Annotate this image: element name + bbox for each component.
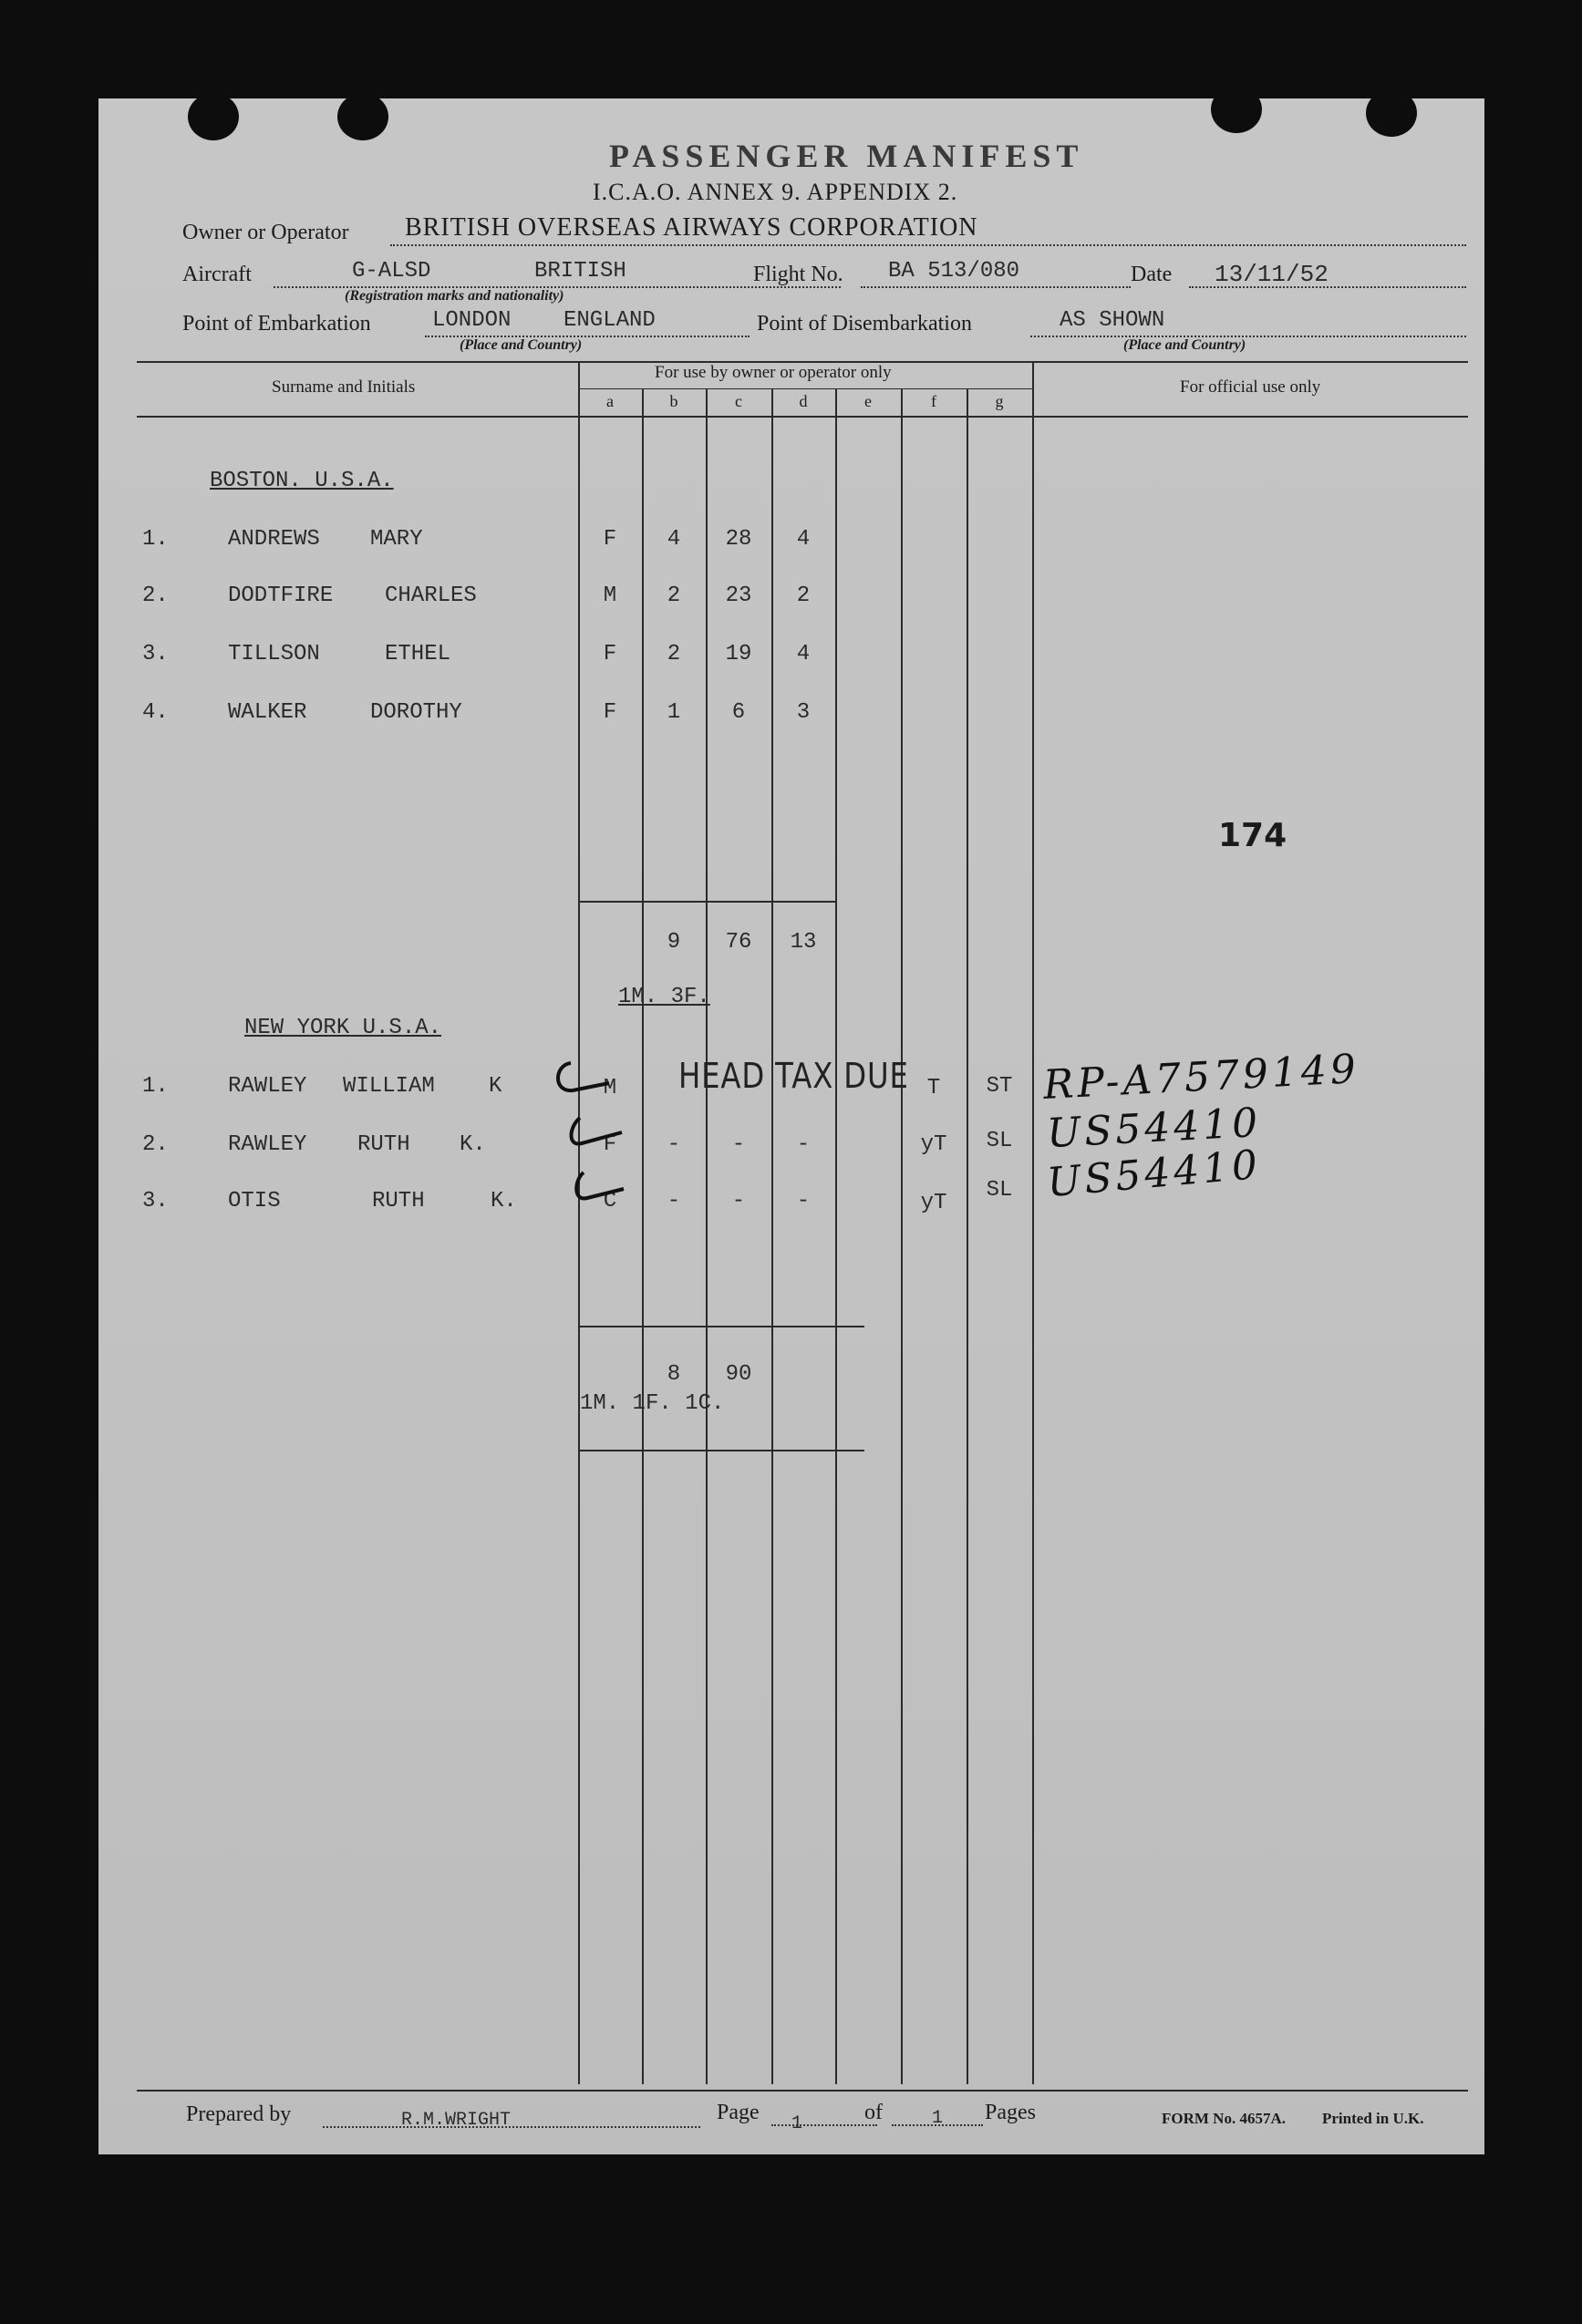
cell-c: 19 (725, 642, 752, 666)
form-title: PASSENGER MANIFEST (609, 138, 1084, 174)
table-header-bottom-rule (137, 416, 1468, 418)
cell-c: - (731, 1132, 746, 1157)
printed-in: Printed in U.K. (1322, 2110, 1424, 2127)
cell-f: T (926, 1076, 941, 1100)
cell-a: F (603, 1132, 617, 1157)
flight-label: Flight No. (753, 263, 843, 286)
subtotal-rule (578, 1450, 864, 1451)
prepared-by-value: R.M.WRIGHT (401, 2110, 512, 2131)
row-number: 3. (142, 1189, 169, 1214)
owner-value: BRITISH OVERSEAS AIRWAYS CORPORATION (405, 213, 978, 242)
disembarkation-label: Point of Disembarkation (757, 312, 972, 336)
cell-d: 4 (796, 642, 811, 666)
embarkation-country: ENGLAND (564, 308, 656, 333)
aircraft-label: Aircraft (182, 263, 252, 286)
total-c: 76 (725, 930, 752, 955)
page-dotted-line (771, 2124, 877, 2126)
cell-f: yT (920, 1132, 947, 1157)
total-d: 13 (790, 930, 817, 955)
stamp-number: 174 (1218, 817, 1287, 854)
passenger-surname: OTIS (228, 1189, 281, 1214)
cell-b: - (667, 1132, 681, 1157)
cell-b: 2 (667, 642, 681, 666)
row-number: 2. (142, 584, 169, 608)
column-rule (967, 388, 968, 2084)
cell-a: F (603, 700, 617, 725)
cell-b: 2 (667, 584, 681, 608)
form-number: FORM No. 4657A. (1162, 2110, 1286, 2127)
cell-f: yT (920, 1191, 947, 1215)
flight-dotted-line (861, 286, 1131, 288)
col-letter-g: g (995, 392, 1004, 410)
cell-g: ST (986, 1074, 1013, 1099)
passenger-given-name: RUTH (357, 1132, 410, 1157)
cell-d: 4 (796, 527, 811, 552)
cell-b: - (667, 1189, 681, 1214)
subtotal-rule (578, 901, 835, 903)
column-rule (835, 388, 837, 2084)
disembarkation-note: (Place and Country) (1123, 337, 1246, 353)
col-letter-e: e (864, 392, 872, 410)
cell-a: M (603, 1076, 617, 1100)
cell-a: F (603, 642, 617, 666)
passenger-given-name: DOROTHY (370, 700, 462, 725)
owner-label: Owner or Operator (182, 221, 349, 244)
cell-d: - (796, 1132, 811, 1157)
passenger-surname: WALKER (228, 700, 307, 725)
passenger-surname: TILLSON (228, 642, 320, 666)
col-letter-a: a (606, 392, 614, 410)
cell-c: 28 (725, 527, 752, 552)
aircraft-registration: G-ALSD (352, 259, 431, 284)
pages-value: 1 (932, 2108, 944, 2129)
row-number: 4. (142, 700, 169, 725)
of-label: of (864, 2101, 883, 2124)
official-handwritten-note: US54410 (1045, 1141, 1263, 1207)
passenger-surname: DODTFIRE (228, 584, 334, 608)
section-destination: NEW YORK U.S.A. (244, 1016, 442, 1040)
col-letter-b: b (669, 392, 678, 410)
column-rule (901, 388, 903, 2084)
disembarkation-dotted-line (1030, 336, 1466, 337)
page-value: 1 (791, 2113, 803, 2134)
punch-hole (188, 93, 239, 140)
passenger-surname: RAWLEY (228, 1132, 307, 1157)
passenger-given-name: WILLIAM (343, 1074, 435, 1099)
row-number: 2. (142, 1132, 169, 1157)
total-b: 8 (667, 1362, 681, 1387)
prepared-by-label: Prepared by (186, 2102, 292, 2126)
cell-d: 3 (796, 700, 811, 725)
passenger-initial: K. (491, 1189, 517, 1214)
punch-hole (337, 93, 388, 140)
total-b: 9 (667, 930, 681, 955)
flight-number: BA 513/080 (888, 259, 1020, 284)
date-label: Date (1131, 263, 1173, 286)
column-rule (1032, 361, 1034, 2084)
punch-hole (1211, 86, 1262, 133)
operator-group-rule (578, 388, 1032, 389)
punch-hole (1366, 89, 1417, 137)
row-number: 3. (142, 642, 169, 666)
cell-d: 2 (796, 584, 811, 608)
cell-g: SL (986, 1178, 1013, 1203)
official-handwritten-note: US54410 (1045, 1099, 1263, 1158)
col-header-surname: Surname and Initials (272, 377, 416, 397)
cell-d: - (796, 1189, 811, 1214)
cell-c: 6 (731, 700, 746, 725)
cell-b: 4 (667, 527, 681, 552)
cell-c: 23 (725, 584, 752, 608)
row-number: 1. (142, 527, 169, 552)
embarkation-label: Point of Embarkation (182, 312, 371, 336)
passenger-given-name: ETHEL (385, 642, 451, 666)
check-marks-icon (536, 1056, 673, 1238)
footer-rule (137, 2090, 1468, 2092)
passenger-given-name: MARY (370, 527, 423, 552)
passenger-surname: RAWLEY (228, 1074, 307, 1099)
gender-summary: 1M. 3F. (618, 985, 710, 1009)
passenger-surname: ANDREWS (228, 527, 320, 552)
section-destination: BOSTON. U.S.A. (210, 469, 394, 493)
aircraft-note: (Registration marks and nationality) (345, 288, 564, 304)
cell-b: 1 (667, 700, 681, 725)
head-tax-due-stamp: HEAD TAX DUE (678, 1056, 909, 1096)
col-letter-f: f (931, 392, 936, 410)
page-label: Page (717, 2101, 760, 2124)
official-handwritten-note: RP-A7579149 (1041, 1045, 1361, 1110)
total-c: 90 (725, 1362, 752, 1387)
passenger-given-name: CHARLES (385, 584, 477, 608)
embarkation-city: LONDON (432, 308, 512, 333)
cell-a: F (603, 527, 617, 552)
passenger-given-name: RUTH (372, 1189, 425, 1214)
row-number: 1. (142, 1074, 169, 1099)
pages-label: Pages (985, 2101, 1036, 2124)
gender-summary: 1M. 1F. 1C. (580, 1391, 725, 1416)
prepared-by-dotted-line (323, 2126, 700, 2128)
col-letter-c: c (735, 392, 742, 410)
cell-a: C (603, 1189, 617, 1214)
embarkation-note: (Place and Country) (460, 337, 583, 353)
cell-g: SL (986, 1129, 1013, 1153)
col-header-operator: For use by owner or operator only (655, 363, 892, 382)
col-header-official: For official use only (1180, 377, 1321, 397)
subtotal-rule (578, 1326, 864, 1327)
passenger-initial: K. (460, 1132, 486, 1157)
date-value: 13/11/52 (1215, 261, 1329, 288)
cell-c: - (731, 1189, 746, 1214)
aircraft-nationality: BRITISH (534, 259, 626, 284)
owner-dotted-line (390, 244, 1466, 246)
disembarkation-value: AS SHOWN (1060, 308, 1165, 333)
form-subtitle: I.C.A.O. ANNEX 9. APPENDIX 2. (593, 179, 958, 205)
col-letter-d: d (799, 392, 808, 410)
cell-a: M (603, 584, 617, 608)
manifest-sheet (98, 98, 1484, 2154)
passenger-initial: K (489, 1074, 502, 1099)
